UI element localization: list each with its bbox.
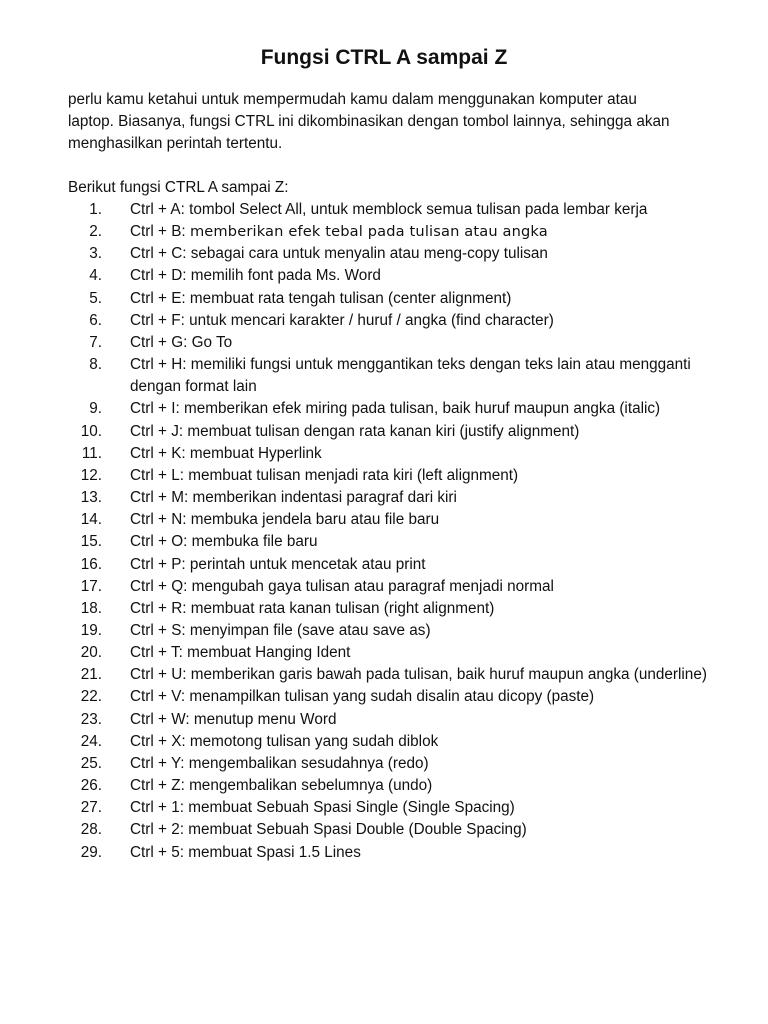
list-item-text <box>130 310 708 332</box>
list-item-prefix: Ctrl + Z: mengembalikan sebelumnya (undo) <box>130 777 433 795</box>
list-item-text <box>130 221 708 243</box>
intro-line: perlu kamu ketahui untuk mempermudah kamu dalam menggunakan komputer atau <box>68 91 637 108</box>
list-item-text <box>130 842 708 864</box>
list-item <box>68 554 708 576</box>
list-item-number: 5. <box>89 289 102 307</box>
list-item <box>68 265 708 287</box>
list-item <box>68 443 708 465</box>
list-item <box>68 465 708 487</box>
list-item <box>68 709 708 731</box>
list-item-number: 28. <box>80 821 102 839</box>
list-item-number: 9. <box>89 400 102 418</box>
shortcut-list <box>68 199 708 864</box>
list-item-prefix: Ctrl + D: memilih font pada Ms. Word <box>130 267 381 285</box>
list-item-text <box>130 487 708 509</box>
list-item-prefix: Ctrl + 5: membuat Spasi 1.5 Lines <box>130 843 361 861</box>
list-item-text <box>130 576 708 598</box>
list-item <box>68 819 708 841</box>
list-item-number: 4. <box>89 267 102 285</box>
list-item-text <box>130 753 708 775</box>
list-item <box>68 421 708 443</box>
list-item-number: 15. <box>80 533 102 551</box>
list-item-number: 18. <box>80 599 102 617</box>
list-item-prefix: Ctrl + T: membuat Hanging Ident <box>130 644 351 662</box>
list-item-prefix: Ctrl + R: membuat rata kanan tulisan (right alignment) <box>130 599 495 617</box>
list-item-prefix: Ctrl + I: memberikan efek miring pada tulisan, baik huruf maupun angka (italic) <box>130 400 661 418</box>
list-item-text <box>130 398 708 420</box>
list-item-text <box>130 642 708 664</box>
list-item <box>68 664 708 686</box>
list-item-number: 6. <box>89 311 102 329</box>
list-item <box>68 576 708 598</box>
list-item-prefix: Ctrl + C: sebagai cara untuk menyalin atau meng-copy tulisan <box>130 245 548 263</box>
intro-line: menghasilkan perintah tertentu. <box>68 135 283 152</box>
list-item-number: 22. <box>80 688 102 706</box>
list-item-prefix: Ctrl + A: tombol Select All, untuk memblock semua tulisan pada lembar kerja <box>130 201 648 218</box>
list-item <box>68 332 708 354</box>
list-item-prefix: Ctrl + P: perintah untuk mencetak atau print <box>130 555 426 573</box>
list-item-number: 27. <box>80 799 102 817</box>
list-item-prefix: Ctrl + Y: mengembalikan sesudahnya (redo) <box>130 754 429 772</box>
list-item-prefix: Ctrl + S: menyimpan file (save atau save as) <box>130 621 431 639</box>
list-item-prefix: Ctrl + F: untuk mencari karakter / huruf / angka (find character) <box>130 311 554 329</box>
list-item <box>68 797 708 819</box>
list-item-text <box>130 620 708 642</box>
list-item-number: 11. <box>81 444 102 462</box>
list-item <box>68 842 708 864</box>
list-item-number: 23. <box>80 710 102 728</box>
list-item-number: 1. <box>89 201 102 218</box>
list-item-text <box>130 598 708 620</box>
list-item-number: 8. <box>89 356 102 374</box>
list-item-prefix: Ctrl + O: membuka file baru <box>130 533 318 551</box>
list-item <box>68 243 708 265</box>
list-item-number: 7. <box>89 333 102 351</box>
list-item <box>68 686 708 708</box>
list-item-prefix: Ctrl + K: membuat Hyperlink <box>130 444 322 462</box>
list-item-text <box>130 332 708 354</box>
list-item-text <box>130 243 708 265</box>
list-item-prefix: Ctrl + M: memberikan indentasi paragraf dari kiri <box>130 489 457 507</box>
list-item-text <box>130 354 708 398</box>
list-item-number: 24. <box>80 732 102 750</box>
list-item-text <box>130 265 708 287</box>
list-item-number: 20. <box>80 644 102 662</box>
list-item-number: 10. <box>80 422 102 440</box>
list-item-text <box>130 797 708 819</box>
list-item-text <box>130 775 708 797</box>
list-item <box>68 620 708 642</box>
list-item-text <box>130 288 708 310</box>
list-item-text <box>130 664 708 686</box>
list-item-text <box>130 465 708 487</box>
list-item-text <box>130 686 708 708</box>
list-item-number: 29. <box>80 843 102 861</box>
list-item <box>68 310 708 332</box>
list-item <box>68 731 708 753</box>
list-item-alt-font-text: memberikan efek tebal pada tulisan atau angka <box>189 223 548 241</box>
list-item-prefix: Ctrl + 1: membuat Sebuah Spasi Single (Single Spacing) <box>130 799 515 817</box>
list-item-prefix: Ctrl + X: memotong tulisan yang sudah diblok <box>130 732 439 750</box>
list-item <box>68 642 708 664</box>
list-item-number: 25. <box>80 754 102 772</box>
list-item-number: 26. <box>80 777 102 795</box>
intro-line: laptop. Biasanya, fungsi CTRL ini dikombinasikan dengan tombol lainnya, sehingga akan <box>68 113 670 130</box>
list-item-number: 19. <box>80 621 102 639</box>
list-item <box>68 354 708 398</box>
list-item-number: 14. <box>80 511 102 529</box>
list-item <box>68 509 708 531</box>
list-item-number: 21. <box>80 666 102 684</box>
list-item-prefix: Ctrl + 2: membuat Sebuah Spasi Double (Double Spacing) <box>130 821 527 839</box>
list-item-prefix: Ctrl + J: membuat tulisan dengan rata kanan kiri (justify alignment) <box>130 422 580 440</box>
list-item-prefix: Ctrl + U: memberikan garis bawah pada tulisan, baik huruf maupun angka (underline) <box>130 666 707 684</box>
list-item <box>68 199 708 221</box>
list-item-number: 16. <box>80 555 102 573</box>
page-title: Fungsi CTRL A sampai Z <box>260 46 508 69</box>
list-item <box>68 288 708 310</box>
list-item-text <box>130 509 708 531</box>
list-item-prefix: Ctrl + G: Go To <box>130 333 233 351</box>
list-item <box>68 398 708 420</box>
list-item-number: 13. <box>80 489 102 507</box>
list-item-prefix: Ctrl + V: menampilkan tulisan yang sudah disalin atau dicopy (paste) <box>130 688 595 706</box>
list-item-text <box>130 554 708 576</box>
list-item-prefix: Ctrl + W: menutup menu Word <box>130 710 337 728</box>
list-item <box>68 753 708 775</box>
list-lead: Berikut fungsi CTRL A sampai Z: <box>68 179 289 196</box>
list-item <box>68 487 708 509</box>
list-item-prefix: Ctrl + B: <box>130 223 190 241</box>
list-item-prefix: Ctrl + H: memiliki fungsi untuk menggantikan teks dengan teks lain atau mengganti dengan format lain <box>130 356 691 396</box>
list-item-text <box>130 443 708 465</box>
list-item-text <box>130 819 708 841</box>
list-item-text <box>130 421 708 443</box>
list-item-prefix: Ctrl + Q: mengubah gaya tulisan atau paragraf menjadi normal <box>130 577 554 595</box>
list-item-number: 12. <box>80 466 102 484</box>
list-item <box>68 221 708 243</box>
list-item-prefix: Ctrl + L: membuat tulisan menjadi rata kiri (left alignment) <box>130 466 519 484</box>
list-item-text <box>130 709 708 731</box>
list-item-prefix: Ctrl + N: membuka jendela baru atau file baru <box>130 511 440 529</box>
intro-paragraph <box>68 89 708 155</box>
list-item-text <box>130 199 708 221</box>
list-item-text <box>130 531 708 553</box>
list-item <box>68 531 708 553</box>
list-item-number: 3. <box>89 245 102 263</box>
list-item-text <box>130 731 708 753</box>
list-item <box>68 775 708 797</box>
list-item-number: 17. <box>80 577 102 595</box>
list-item-number: 2. <box>89 223 102 241</box>
list-item <box>68 598 708 620</box>
list-item-prefix: Ctrl + E: membuat rata tengah tulisan (center alignment) <box>130 289 512 307</box>
